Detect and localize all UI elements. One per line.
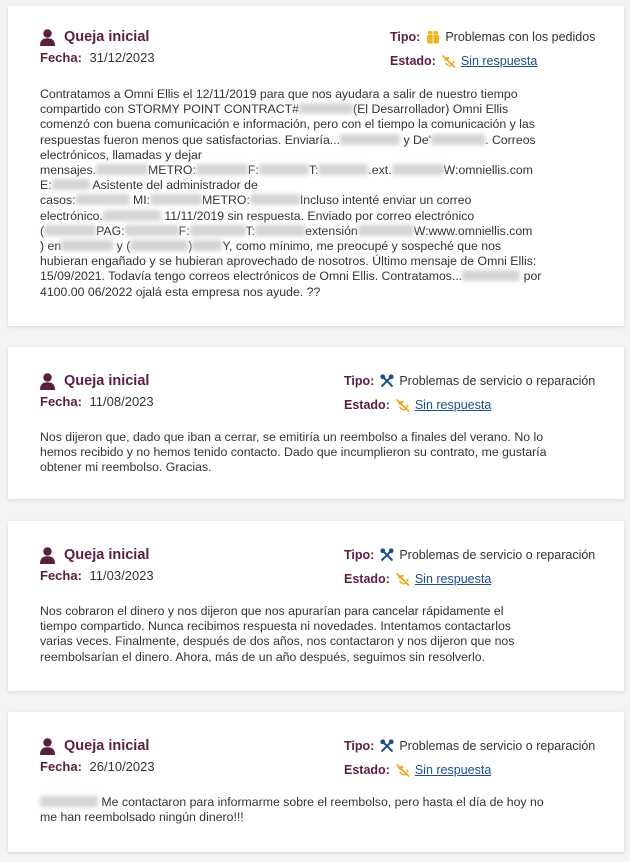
date-label: Fecha:: [40, 394, 82, 409]
text-line: E: Asistente del administrador de: [40, 178, 258, 193]
person-icon: [40, 738, 55, 755]
redacted-text: [190, 225, 246, 236]
complaint-meta: [344, 735, 595, 781]
type-label: Tipo:: [344, 739, 375, 753]
complaint-text: Nos cobraron el dinero y nos dijeron que nos apurarían para cancelar rápidamente el tiempo compartido. Nunca recibimos respuesta ni novedades. Intentamos contactarlos varias veces. Finalmente, después de dos años, nos contactaron y nos dijeron que nos reembolsarían el dinero. Ahora, más de un año después, seguimos sin resolverlo.: [40, 604, 515, 664]
text-line: electrónico. 11/11/2019 sin respuesta. Enviado por correo electrónico: [40, 208, 475, 223]
redacted-text: [340, 134, 400, 145]
redacted-text: [462, 270, 520, 281]
status-row: [344, 394, 595, 416]
complaint-header: [40, 26, 149, 48]
date-value: 11/03/2023: [89, 568, 154, 583]
text-line: respuestas fueron menos que satisfactorias. Enviaría... y De' . Correos: [40, 132, 536, 147]
status-link[interactable]: Sin respuesta: [414, 398, 492, 412]
redacted-text: [130, 240, 188, 251]
status-row: [344, 568, 595, 590]
redacted-text: [96, 164, 148, 175]
text-line: mensajes. METRO: F: T: .ext. W:omniellis.com: [40, 163, 533, 178]
status-row: [390, 50, 595, 72]
complaint-meta: [344, 544, 595, 590]
status-link[interactable]: Sin respuesta: [414, 763, 492, 777]
type-label: Tipo:: [390, 30, 421, 44]
complaint-date: [40, 394, 154, 409]
complaint-header: [40, 370, 149, 392]
type-value: Problemas con los pedidos: [445, 30, 596, 44]
redacted-text: [76, 194, 130, 205]
redacted-text: [103, 210, 161, 221]
redacted-text: [150, 194, 202, 205]
complaint-text-content: Me contactaron para informarme sobre el reembolso, pero hasta el día de hoy no me han reembolsado ningún dinero!!!: [40, 795, 544, 825]
text-line: casos: MI: METRO: Incluso intenté enviar un correo: [40, 193, 472, 208]
type-row: [344, 544, 595, 566]
date-label: Fecha:: [40, 50, 82, 65]
redacted-text: [318, 164, 368, 175]
no-response-icon: [396, 763, 410, 777]
redacted-text: [259, 164, 309, 175]
type-row: [344, 735, 595, 757]
text-line: compartido con STORMY POINT CONTRACT# (El Desarrollador) Omni Ellis: [40, 102, 509, 117]
complaint-title: Queja inicial: [64, 29, 150, 45]
complaint-text: [40, 795, 550, 825]
redacted-text: [40, 796, 98, 807]
type-label: Tipo:: [344, 548, 375, 562]
redacted-text: [52, 179, 90, 190]
complaint-card-3: [8, 521, 624, 691]
status-link[interactable]: Sin respuesta: [460, 54, 538, 68]
date-label: Fecha:: [40, 759, 82, 774]
complaint-title: Queja inicial: [64, 373, 150, 389]
no-response-icon: [396, 572, 410, 586]
text-line: ( PAG: F: T: extensión W:www.omniellis.com: [40, 223, 533, 238]
redacted-text: [392, 164, 444, 175]
date-value: 26/10/2023: [89, 759, 155, 774]
redacted-text: [358, 225, 414, 236]
type-row: [344, 370, 595, 392]
person-icon: [40, 29, 55, 46]
text-line: hubieran engañado y se hubieran aprovechado de nosotros. Último mensaje de Omni Ellis:: [40, 254, 537, 269]
complaint-meta: [390, 26, 595, 72]
complaint-title: Queja inicial: [64, 547, 150, 563]
status-label: Estado:: [344, 398, 390, 412]
complaint-header: [40, 544, 149, 566]
status-label: Estado:: [344, 572, 390, 586]
package-icon: [426, 30, 440, 44]
text-line: ) en y ( ) Y, como mínimo, me preocupé y sospeché que nos: [40, 239, 502, 254]
type-value: Problemas de servicio o reparación: [399, 548, 596, 562]
complaint-header: [40, 735, 149, 757]
redacted-text: [431, 134, 485, 145]
type-value: Problemas de servicio o reparación: [399, 374, 596, 388]
text-line: electrónicos, llamadas y dejar: [40, 147, 202, 162]
complaint-meta: [344, 370, 595, 416]
complaint-title: Queja inicial: [64, 738, 150, 754]
redacted-text: [196, 164, 248, 175]
redacted-text: [299, 103, 353, 114]
type-label: Tipo:: [344, 374, 375, 388]
no-response-icon: [442, 54, 456, 68]
status-label: Estado:: [390, 54, 436, 68]
complaint-text: [40, 87, 541, 300]
text-line: comenzó con buena comunicación e información, pero con el tiempo la comunicación y las: [40, 117, 535, 132]
text-line: 15/09/2021. Todavía tengo correos electrónicos de Omni Ellis. Contratamos... por: [40, 269, 542, 284]
type-row: [390, 26, 595, 48]
date-label: Fecha:: [40, 568, 82, 583]
complaint-card-4: [8, 712, 624, 852]
redacted-text: [125, 225, 179, 236]
no-response-icon: [396, 398, 410, 412]
complaint-card-2: [8, 347, 624, 499]
complaint-date: [40, 759, 155, 774]
tools-icon: [380, 739, 394, 753]
complaint-date: [40, 568, 154, 583]
person-icon: [40, 547, 55, 564]
text-line: 4100.00 06/2022 ojalá esta empresa nos ayude. ??: [40, 284, 321, 299]
tools-icon: [380, 374, 394, 388]
type-value: Problemas de servicio o reparación: [399, 739, 596, 753]
status-link[interactable]: Sin respuesta: [414, 572, 492, 586]
redacted-text: [250, 194, 300, 205]
complaint-card-1: [8, 6, 624, 326]
person-icon: [40, 373, 55, 390]
redacted-text: [192, 240, 222, 251]
status-row: [344, 759, 595, 781]
tools-icon: [380, 548, 394, 562]
redacted-text: [255, 225, 305, 236]
redacted-text: [44, 225, 96, 236]
date-value: 31/12/2023: [89, 50, 155, 65]
text-line: Contratamos a Omni Ellis el 12/11/2019 para que nos ayudara a salir de nuestro tiempo: [40, 87, 518, 101]
date-value: 11/08/2023: [89, 394, 154, 409]
complaint-date: [40, 50, 155, 65]
status-label: Estado:: [344, 763, 390, 777]
complaint-text: Nos dijeron que, dado que iban a cerrar, se emitiría un reembolso a finales del verano. No lo hemos recibido y no hemos tenido contacto. Dado que incumplieron su contrato, me gustaría obtener mi reembolso. Gracias.: [40, 430, 547, 475]
redacted-text: [61, 240, 113, 251]
